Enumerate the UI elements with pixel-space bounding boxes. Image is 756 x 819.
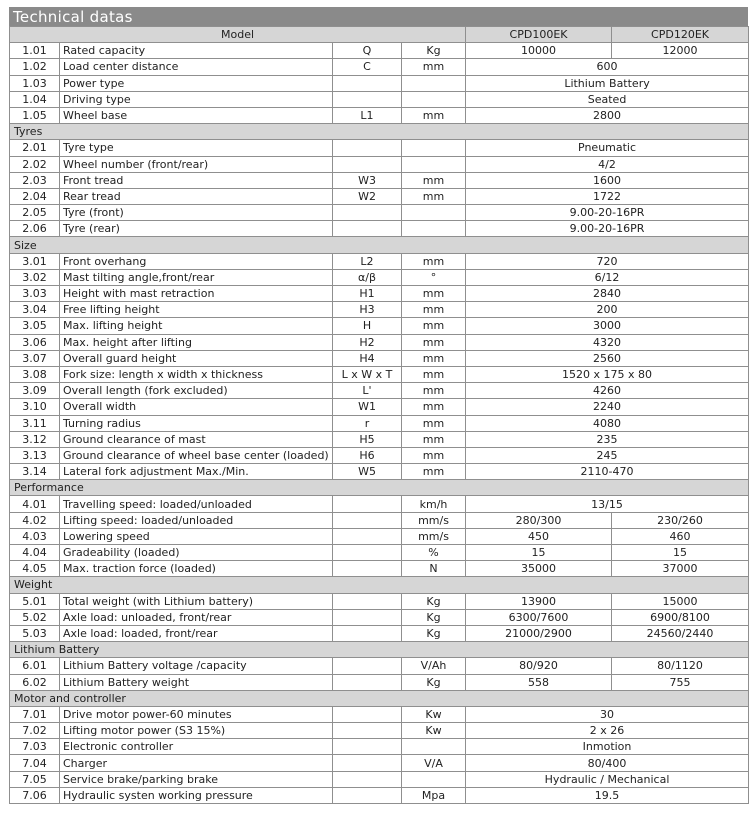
shared-value: 200 [466, 302, 749, 318]
spec-row [10, 172, 749, 188]
item-unit: Kg [402, 625, 466, 641]
model-2-value: 80/1120 [612, 658, 749, 674]
shared-value: 4320 [466, 334, 749, 350]
item-symbol [333, 706, 402, 722]
item-unit: mm [402, 318, 466, 334]
item-number: 7.04 [10, 755, 60, 771]
item-unit [402, 91, 466, 107]
item-unit [402, 739, 466, 755]
item-name: Wheel number (front/rear) [60, 156, 333, 172]
table-header-row [10, 27, 749, 43]
item-name: Service brake/parking brake [60, 771, 333, 787]
spec-row [10, 253, 749, 269]
item-symbol: W1 [333, 399, 402, 415]
model-header: Model [10, 27, 466, 43]
section-title: Tyres [10, 124, 749, 140]
spec-row [10, 561, 749, 577]
shared-value: 235 [466, 431, 749, 447]
shared-value: 9.00-20-16PR [466, 221, 749, 237]
item-number: 5.02 [10, 609, 60, 625]
item-number: 7.06 [10, 787, 60, 803]
shared-value: 9.00-20-16PR [466, 205, 749, 221]
item-number: 1.04 [10, 91, 60, 107]
item-name: Max. traction force (loaded) [60, 561, 333, 577]
item-name: Charger [60, 755, 333, 771]
spec-row [10, 221, 749, 237]
spec-row [10, 528, 749, 544]
item-unit: mm [402, 107, 466, 123]
item-symbol: Q [333, 43, 402, 59]
shared-value: Lithium Battery [466, 75, 749, 91]
item-number: 3.09 [10, 383, 60, 399]
item-name: Ground clearance of wheel base center (loaded) [60, 447, 333, 463]
item-number: 1.05 [10, 107, 60, 123]
spec-row [10, 334, 749, 350]
section-header-row [10, 124, 749, 140]
item-name: Max. height after lifting [60, 334, 333, 350]
spec-row [10, 269, 749, 285]
item-name: Axle load: unloaded, front/rear [60, 609, 333, 625]
item-number: 6.02 [10, 674, 60, 690]
item-number: 3.14 [10, 464, 60, 480]
item-unit: mm [402, 415, 466, 431]
item-symbol [333, 625, 402, 641]
item-unit: mm [402, 59, 466, 75]
shared-value: 4260 [466, 383, 749, 399]
item-number: 2.05 [10, 205, 60, 221]
item-symbol: H1 [333, 286, 402, 302]
item-symbol [333, 545, 402, 561]
section-header-row [10, 480, 749, 496]
item-number: 3.05 [10, 318, 60, 334]
item-unit [402, 221, 466, 237]
spec-table [9, 26, 749, 804]
item-number: 4.03 [10, 528, 60, 544]
item-unit: mm [402, 464, 466, 480]
item-unit [402, 205, 466, 221]
item-number: 7.05 [10, 771, 60, 787]
item-number: 3.13 [10, 447, 60, 463]
shared-value: 3000 [466, 318, 749, 334]
item-symbol: H3 [333, 302, 402, 318]
spec-row [10, 658, 749, 674]
item-unit: mm [402, 286, 466, 302]
model-2-value: 6900/8100 [612, 609, 749, 625]
spec-row [10, 431, 749, 447]
item-name: Hydraulic systen working pressure [60, 787, 333, 803]
item-unit: mm [402, 383, 466, 399]
item-symbol: W3 [333, 172, 402, 188]
item-symbol: α/β [333, 269, 402, 285]
shared-value: Seated [466, 91, 749, 107]
item-name: Fork size: length x width x thickness [60, 366, 333, 382]
item-name: Electronic controller [60, 739, 333, 755]
shared-value: 245 [466, 447, 749, 463]
item-name: Total weight (with Lithium battery) [60, 593, 333, 609]
item-number: 6.01 [10, 658, 60, 674]
item-symbol [333, 609, 402, 625]
item-name: Lowering speed [60, 528, 333, 544]
item-name: Power type [60, 75, 333, 91]
item-number: 2.06 [10, 221, 60, 237]
item-name: Lithium Battery voltage /capacity [60, 658, 333, 674]
item-unit: mm [402, 172, 466, 188]
spec-row [10, 706, 749, 722]
item-unit [402, 75, 466, 91]
spec-row [10, 286, 749, 302]
spec-row [10, 302, 749, 318]
item-name: Tyre (front) [60, 205, 333, 221]
item-symbol: L2 [333, 253, 402, 269]
item-number: 2.02 [10, 156, 60, 172]
shared-value: 720 [466, 253, 749, 269]
item-unit: mm/s [402, 528, 466, 544]
item-name: Wheel base [60, 107, 333, 123]
item-unit: Kg [402, 43, 466, 59]
spec-row [10, 350, 749, 366]
item-unit: mm/s [402, 512, 466, 528]
item-unit: mm [402, 334, 466, 350]
item-number: 7.03 [10, 739, 60, 755]
section-header-row [10, 642, 749, 658]
item-name: Front tread [60, 172, 333, 188]
item-symbol: H4 [333, 350, 402, 366]
spec-row [10, 464, 749, 480]
spec-row [10, 593, 749, 609]
spec-row [10, 91, 749, 107]
model-1-value: 35000 [466, 561, 612, 577]
item-unit: mm [402, 431, 466, 447]
item-symbol: H [333, 318, 402, 334]
item-number: 3.11 [10, 415, 60, 431]
spec-row [10, 545, 749, 561]
item-name: Overall length (fork excluded) [60, 383, 333, 399]
item-symbol: L' [333, 383, 402, 399]
spec-row [10, 59, 749, 75]
model-2-value: 15000 [612, 593, 749, 609]
item-name: Front overhang [60, 253, 333, 269]
item-symbol [333, 723, 402, 739]
item-number: 4.04 [10, 545, 60, 561]
model-2-value: 755 [612, 674, 749, 690]
model-1-value: 15 [466, 545, 612, 561]
model-1-value: 80/920 [466, 658, 612, 674]
model-1-value: 558 [466, 674, 612, 690]
item-unit: ° [402, 269, 466, 285]
item-unit: V/Ah [402, 658, 466, 674]
shared-value: 1520 x 175 x 80 [466, 366, 749, 382]
shared-value: 2560 [466, 350, 749, 366]
item-name: Axle load: loaded, front/rear [60, 625, 333, 641]
section-header-row [10, 237, 749, 253]
model-2-value: 460 [612, 528, 749, 544]
item-unit: % [402, 545, 466, 561]
item-symbol: H2 [333, 334, 402, 350]
item-symbol [333, 771, 402, 787]
item-unit [402, 771, 466, 787]
item-name: Gradeability (loaded) [60, 545, 333, 561]
item-name: Lifting speed: loaded/unloaded [60, 512, 333, 528]
spec-row [10, 609, 749, 625]
item-symbol: L1 [333, 107, 402, 123]
spec-row [10, 415, 749, 431]
item-symbol [333, 221, 402, 237]
spec-row [10, 447, 749, 463]
item-unit: km/h [402, 496, 466, 512]
item-name: Height with mast retraction [60, 286, 333, 302]
item-unit: Kg [402, 674, 466, 690]
model-1-value: 280/300 [466, 512, 612, 528]
item-number: 3.08 [10, 366, 60, 382]
item-number: 2.01 [10, 140, 60, 156]
item-number: 1.02 [10, 59, 60, 75]
model-column-1: CPD100EK [466, 27, 612, 43]
item-unit: Kg [402, 609, 466, 625]
item-name: Mast tilting angle,front/rear [60, 269, 333, 285]
spec-table-body [10, 43, 749, 804]
item-symbol [333, 528, 402, 544]
spec-row [10, 739, 749, 755]
item-symbol [333, 75, 402, 91]
item-unit: Kw [402, 706, 466, 722]
item-unit: mm [402, 399, 466, 415]
shared-value: 80/400 [466, 755, 749, 771]
model-2-value: 24560/2440 [612, 625, 749, 641]
item-number: 3.06 [10, 334, 60, 350]
item-number: 2.03 [10, 172, 60, 188]
model-2-value: 37000 [612, 561, 749, 577]
model-column-2: CPD120EK [612, 27, 749, 43]
item-symbol [333, 658, 402, 674]
spec-row [10, 366, 749, 382]
spec-row [10, 787, 749, 803]
item-symbol [333, 739, 402, 755]
item-unit: Kw [402, 723, 466, 739]
model-1-value: 450 [466, 528, 612, 544]
item-name: Drive motor power-60 minutes [60, 706, 333, 722]
item-symbol [333, 561, 402, 577]
item-name: Turning radius [60, 415, 333, 431]
item-name: Driving type [60, 91, 333, 107]
spec-row [10, 140, 749, 156]
item-unit: Mpa [402, 787, 466, 803]
shared-value: 1600 [466, 172, 749, 188]
sheet-title: Technical datas [9, 7, 748, 26]
item-name: Max. lifting height [60, 318, 333, 334]
item-unit: N [402, 561, 466, 577]
technical-data-sheet [9, 7, 748, 804]
item-unit: mm [402, 447, 466, 463]
item-name: Rated capacity [60, 43, 333, 59]
item-unit: Kg [402, 593, 466, 609]
item-symbol [333, 593, 402, 609]
section-header-row [10, 690, 749, 706]
shared-value: 4/2 [466, 156, 749, 172]
item-number: 3.12 [10, 431, 60, 447]
shared-value: 2840 [466, 286, 749, 302]
item-number: 7.02 [10, 723, 60, 739]
item-number: 3.01 [10, 253, 60, 269]
item-unit: V/A [402, 755, 466, 771]
spec-row [10, 755, 749, 771]
shared-value: Pneumatic [466, 140, 749, 156]
shared-value: 1722 [466, 188, 749, 204]
item-number: 1.03 [10, 75, 60, 91]
item-symbol: C [333, 59, 402, 75]
item-name: Overall width [60, 399, 333, 415]
spec-row [10, 205, 749, 221]
item-number: 4.05 [10, 561, 60, 577]
item-unit [402, 140, 466, 156]
item-symbol: r [333, 415, 402, 431]
item-symbol: H5 [333, 431, 402, 447]
item-symbol: W2 [333, 188, 402, 204]
item-number: 1.01 [10, 43, 60, 59]
item-unit: mm [402, 302, 466, 318]
item-number: 3.02 [10, 269, 60, 285]
item-name: Load center distance [60, 59, 333, 75]
spec-row [10, 512, 749, 528]
item-name: Lateral fork adjustment Max./Min. [60, 464, 333, 480]
model-1-value: 21000/2900 [466, 625, 612, 641]
model-2-value: 12000 [612, 43, 749, 59]
item-name: Ground clearance of mast [60, 431, 333, 447]
item-name: Lithium Battery weight [60, 674, 333, 690]
item-symbol [333, 205, 402, 221]
item-number: 2.04 [10, 188, 60, 204]
item-name: Free lifting height [60, 302, 333, 318]
item-unit: mm [402, 350, 466, 366]
item-symbol [333, 787, 402, 803]
shared-value: 13/15 [466, 496, 749, 512]
item-symbol [333, 755, 402, 771]
item-number: 5.03 [10, 625, 60, 641]
item-number: 4.02 [10, 512, 60, 528]
model-1-value: 10000 [466, 43, 612, 59]
item-name: Tyre (rear) [60, 221, 333, 237]
item-name: Travelling speed: loaded/unloaded [60, 496, 333, 512]
section-title: Weight [10, 577, 749, 593]
section-title: Size [10, 237, 749, 253]
item-number: 4.01 [10, 496, 60, 512]
item-symbol [333, 156, 402, 172]
shared-value: Hydraulic / Mechanical [466, 771, 749, 787]
spec-row [10, 43, 749, 59]
spec-row [10, 383, 749, 399]
item-symbol: W5 [333, 464, 402, 480]
item-number: 5.01 [10, 593, 60, 609]
item-number: 3.07 [10, 350, 60, 366]
shared-value: 6/12 [466, 269, 749, 285]
spec-row [10, 674, 749, 690]
item-symbol [333, 140, 402, 156]
spec-row [10, 188, 749, 204]
spec-row [10, 318, 749, 334]
item-symbol [333, 91, 402, 107]
shared-value: 600 [466, 59, 749, 75]
model-1-value: 6300/7600 [466, 609, 612, 625]
section-title: Lithium Battery [10, 642, 749, 658]
shared-value: Inmotion [466, 739, 749, 755]
item-symbol [333, 674, 402, 690]
section-title: Motor and controller [10, 690, 749, 706]
spec-row [10, 75, 749, 91]
spec-row [10, 723, 749, 739]
item-unit: mm [402, 188, 466, 204]
item-unit [402, 156, 466, 172]
spec-row [10, 625, 749, 641]
item-number: 3.10 [10, 399, 60, 415]
shared-value: 19.5 [466, 787, 749, 803]
shared-value: 30 [466, 706, 749, 722]
model-2-value: 15 [612, 545, 749, 561]
item-name: Tyre type [60, 140, 333, 156]
item-name: Lifting motor power (S3 15%) [60, 723, 333, 739]
item-unit: mm [402, 366, 466, 382]
spec-row [10, 107, 749, 123]
shared-value: 2 x 26 [466, 723, 749, 739]
item-symbol: H6 [333, 447, 402, 463]
model-2-value: 230/260 [612, 512, 749, 528]
spec-row [10, 399, 749, 415]
section-title: Performance [10, 480, 749, 496]
shared-value: 2800 [466, 107, 749, 123]
item-name: Rear tread [60, 188, 333, 204]
item-unit: mm [402, 253, 466, 269]
shared-value: 2240 [466, 399, 749, 415]
item-symbol [333, 496, 402, 512]
shared-value: 2110-470 [466, 464, 749, 480]
item-number: 7.01 [10, 706, 60, 722]
section-header-row [10, 577, 749, 593]
item-symbol: L x W x T [333, 366, 402, 382]
spec-row [10, 156, 749, 172]
shared-value: 4080 [466, 415, 749, 431]
spec-row [10, 771, 749, 787]
item-symbol [333, 512, 402, 528]
item-name: Overall guard height [60, 350, 333, 366]
item-number: 3.04 [10, 302, 60, 318]
model-1-value: 13900 [466, 593, 612, 609]
item-number: 3.03 [10, 286, 60, 302]
spec-row [10, 496, 749, 512]
